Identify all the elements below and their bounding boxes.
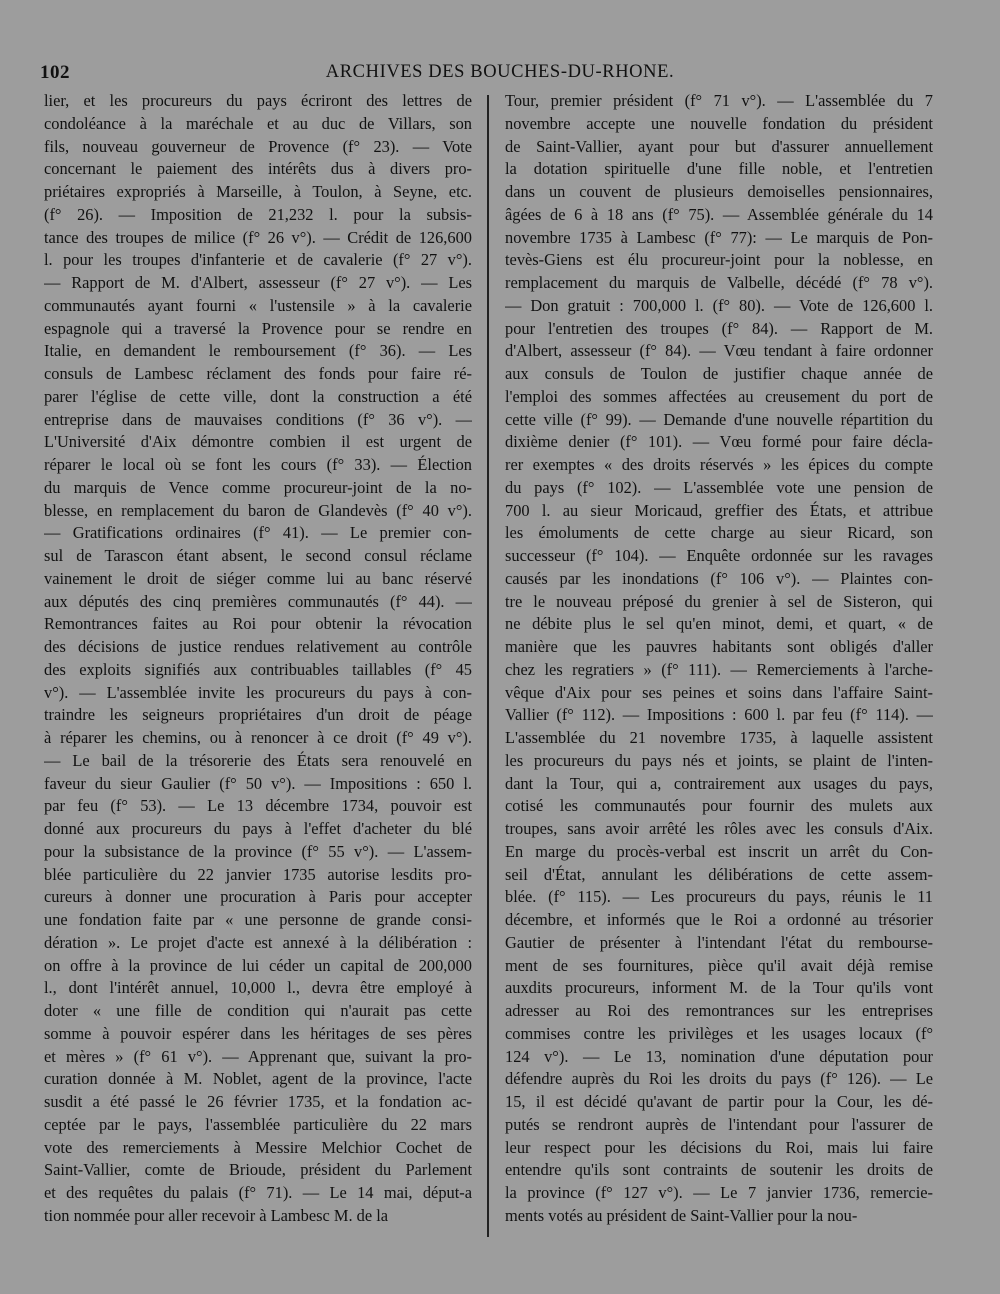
left-column <box>44 90 472 1228</box>
text-line: espagnole qui a traversé la Provence pour se rendre en <box>44 318 472 338</box>
text-line: vote des remerciements à Messire Melchior Cochet de <box>44 1137 472 1157</box>
text-line: l. pour les troupes d'infanterie et de cavalerie (f° 27 v°). <box>44 250 472 270</box>
text-line: aux consuls de Toulon de justifier chaque année de <box>505 364 933 383</box>
text-line: tance des troupes de milice (f° 26 v°). — Crédit de 126,600 <box>44 227 472 247</box>
text-line: concernant le paiement des intérêts dus à divers pro- <box>44 159 472 179</box>
text-line: entendre qu'ils sont contraints de soutenir les droits de <box>505 1160 933 1180</box>
text-line: dans un couvent de plusieurs demoiselles pensionnaires, <box>505 182 933 201</box>
text-line: âgées de 6 à 18 ans (f° 75). — Assemblée générale du 14 <box>505 204 933 224</box>
text-line: du marquis de Vence comme procureur-joint de la no- <box>44 477 472 497</box>
text-line: à réparer les chemins, ou à renoncer à ce droit (f° 49 v°). <box>44 728 472 747</box>
text-line: remplacement du marquis de Valbelle, décédé (f° 78 v°). <box>505 273 933 292</box>
text-line: décembre, et informés que le Roi a ordonné au trésorier <box>505 910 933 929</box>
text-line: L'assemblée du 21 novembre 1735, à laquelle assistent <box>505 728 933 747</box>
text-line: doter « une fille de condition qui n'aurait pas cette <box>44 1001 472 1020</box>
text-line: leur respect pour les décisions du Roi, mais lui faire <box>505 1137 933 1157</box>
text-line: donné aux procureurs du pays à l'effet d'acheter du blé <box>44 819 472 838</box>
text-line: l'emploi des sommes affectées au creusement du port de <box>505 386 933 406</box>
text-line: et des requêtes du palais (f° 71). — Le 14 mai, déput-a <box>44 1183 472 1202</box>
column-divider <box>487 95 489 1237</box>
page-number: 102 <box>40 62 70 83</box>
text-line: la province (f° 127 v°). — Le 7 janvier 1736, remercie- <box>505 1183 933 1202</box>
text-line: réparer le local où se font les cours (f° 33). — Élection <box>44 455 472 474</box>
text-line: En marge du procès-verbal est inscrit un arrêt du Con- <box>505 841 933 861</box>
text-line: blée. (f° 115). — Les procureurs du pays, réunis le 11 <box>505 887 933 907</box>
text-line: dixième denier (f° 101). — Vœu formé pour faire décla- <box>505 432 933 452</box>
text-line: et mères » (f° 61 v°). — Apprenant que, suivant la pro- <box>44 1046 472 1066</box>
text-line: traindre les seigneurs propriétaires d'un droit de péage <box>44 705 472 725</box>
text-line: putés se rendront auprès de l'intendant pour l'assurer de <box>505 1114 933 1134</box>
text-line: pour l'entretien des troupes (f° 84). — Rapport de M. <box>505 318 933 338</box>
text-line: Italie, en demandent le remboursement (f° 36). — Les <box>44 341 472 361</box>
text-line: fils, nouveau gouverneur de Provence (f° 23). — Vote <box>44 136 472 156</box>
text-line: priétaires expropriés à Marseille, à Toulon, à Seyne, etc. <box>44 182 472 201</box>
text-line: vainement le droit de siéger comme lui au banc réservé <box>44 568 472 588</box>
text-line: blesse, en remplacement du baron de Glandevès (f° 40 v°). <box>44 500 472 520</box>
text-line: causés par les inondations (f° 106 v°). — Plaintes con- <box>505 568 933 588</box>
text-line: v°). — L'assemblée invite les procureurs du pays à con- <box>44 682 472 702</box>
text-line: tion nommée pour aller recevoir à Lambesc M. de la <box>44 1205 389 1225</box>
text-line: pour la subsistance de la province (f° 55 v°). — L'assem- <box>44 841 472 861</box>
text-line: commises contre les privilèges et les usages locaux (f° <box>505 1023 933 1043</box>
text-line: — Don gratuit : 700,000 l. (f° 80). — Vote de 126,600 l. <box>505 295 933 315</box>
text-line: novembre accepte une nouvelle fondation du président <box>505 113 933 133</box>
text-line: communautés ayant fourni « l'ustensile » à la cavalerie <box>44 295 472 315</box>
text-line: vêque d'Aix pour ses peines et soins dans l'affaire Saint- <box>505 682 933 702</box>
text-line: curation donnée à M. Noblet, agent de la province, l'acte <box>44 1069 472 1089</box>
text-line: — Le bail de la trésorerie des États sera renouvelé en <box>44 750 472 770</box>
text-line: ne débite plus le sel qu'en minot, demi, et quart, « de <box>505 614 933 634</box>
text-line: entreprise dans de mauvaises conditions (f° 36 v°). — <box>44 409 472 429</box>
text-line: cureurs à donner une procuration à Paris pour accepter <box>44 887 472 907</box>
text-line: successeur (f° 104). — Enquête ordonnée sur les ravages <box>505 546 933 565</box>
text-line: de Saint-Vallier, ayant pour but d'assurer annuellement <box>505 136 933 156</box>
text-line: cotisé les communautés pour fournir des mulets aux <box>505 796 933 816</box>
text-line: une fondation faite par « une personne de grande consi- <box>44 910 472 929</box>
text-line: blée particulière du 22 janvier 1735 autorise lesdits pro- <box>44 864 472 884</box>
text-line: ment de ses fournitures, pièce qu'il avait déjà remise <box>505 955 933 975</box>
text-line: dération ». Le projet d'acte est annexé à la délibération : <box>44 932 472 952</box>
text-line: d'Albert, assesseur (f° 84). — Vœu tendant à faire ordonner <box>505 341 933 361</box>
right-column <box>505 90 933 1228</box>
text-line: Saint-Vallier, comte de Brioude, président du Parlement <box>44 1160 472 1180</box>
text-line: (f° 26). — Imposition de 21,232 l. pour la subsis- <box>44 204 472 224</box>
text-line: chez les regratiers » (f° 111). — Remerciements à l'arche- <box>505 659 933 679</box>
text-line: dant la Tour, qui a, contrairement aux usages du pays, <box>505 773 933 793</box>
text-line: ments votés au président de Saint-Vallier pour la nou- <box>505 1205 858 1225</box>
text-line: Remontrances faites au Roi pour obtenir la révocation <box>44 614 472 634</box>
text-line: manière que les pauvres habitants sont obligés d'aller <box>505 637 933 656</box>
text-line: ceptée par le pays, l'assemblée particulière du 22 mars <box>44 1114 472 1134</box>
text-line: des décisions de justice rendues relativement au contrôle <box>44 637 472 656</box>
text-line: 15, il est décidé qu'avant de partir pour la Cour, les dé- <box>505 1092 933 1111</box>
text-line: novembre 1735 à Lambesc (f° 77): — Le marquis de Pon- <box>505 227 933 247</box>
text-line: 700 l. au sieur Moricaud, greffier des États, et attribue <box>505 500 933 520</box>
text-line: la dotation spirituelle d'une fille noble, et l'entretien <box>505 159 933 179</box>
text-line: seil d'État, annulant les délibérations de cette assem- <box>505 864 933 884</box>
text-line: L'Université d'Aix démontre combien il est urgent de <box>44 432 472 452</box>
text-line: condoléance à la maréchale et au duc de Villars, son <box>44 113 472 133</box>
text-line: on offre à la province de lui céder un capital de 200,000 <box>44 955 472 975</box>
text-line: Gautier de présenter à l'intendant l'état du rembourse- <box>505 932 933 952</box>
text-line: Vallier (f° 112). — Impositions : 600 l. par feu (f° 114). — <box>505 705 933 725</box>
text-line: rer exemptes « des droits réservés » les épices du compte <box>505 455 933 474</box>
text-line: somme à pouvoir espérer dans les héritages de ses pères <box>44 1023 472 1043</box>
text-line: par feu (f° 53). — Le 13 décembre 1734, pouvoir est <box>44 796 472 816</box>
text-line: cette ville (f° 99). — Demande d'une nouvelle répartition du <box>505 409 933 429</box>
text-line: du pays (f° 102). — L'assemblée vote une pension de <box>505 477 933 497</box>
text-line: adresser au Roi des remontrances sur les entreprises <box>505 1001 933 1020</box>
text-line: parer l'église de cette ville, dont la construction a été <box>44 386 472 406</box>
text-line: Tour, premier président (f° 71 v°). — L'assemblée du 7 <box>505 91 933 110</box>
text-line: — Rapport de M. d'Albert, assesseur (f° 27 v°). — Les <box>44 273 472 292</box>
text-line: troupes, sans avoir arrêté les rôles avec les consuls d'Aix. <box>505 819 933 838</box>
text-line: lier, et les procureurs du pays écriront des lettres de <box>44 91 472 110</box>
text-line: 124 v°). — Le 13, nomination d'une députation pour <box>505 1046 933 1066</box>
text-line: des exploits signifiés aux contribuables taillables (f° 45 <box>44 659 472 679</box>
text-line: susdit a été passé le 26 février 1735, et la fondation ac- <box>44 1092 472 1111</box>
text-line: consuls de Lambesc réclament des fonds pour faire ré- <box>44 364 472 383</box>
text-line: défendre auprès du Roi les droits du pays (f° 126). — Le <box>505 1069 933 1089</box>
text-line: aux députés des cinq premières communautés (f° 44). — <box>44 591 472 611</box>
running-head-title: ARCHIVES DES BOUCHES-DU-RHONE. <box>325 62 675 82</box>
text-line: tre le nouveau préposé du grenier à sel de Sisteron, qui <box>505 591 933 611</box>
text-line: les émoluments de cette charge au sieur Ricard, son <box>505 523 933 543</box>
text-line: sul de Tarascon étant absent, le second consul réclame <box>44 546 472 565</box>
text-line: tevès-Giens est élu procureur-joint pour la noblesse, en <box>505 250 933 270</box>
text-line: l., dont l'intérêt annuel, 10,000 l., devra être employé à <box>44 978 472 998</box>
text-line: auxdits procureurs, informent M. de la Tour qu'ils vont <box>505 978 933 998</box>
text-line: les procureurs du pays nés et joints, se plaint de l'inten- <box>505 750 933 770</box>
text-line: faveur du sieur Gaulier (f° 50 v°). — Impositions : 650 l. <box>44 773 472 793</box>
text-line: — Gratifications ordinaires (f° 41). — Le premier con- <box>44 523 472 543</box>
